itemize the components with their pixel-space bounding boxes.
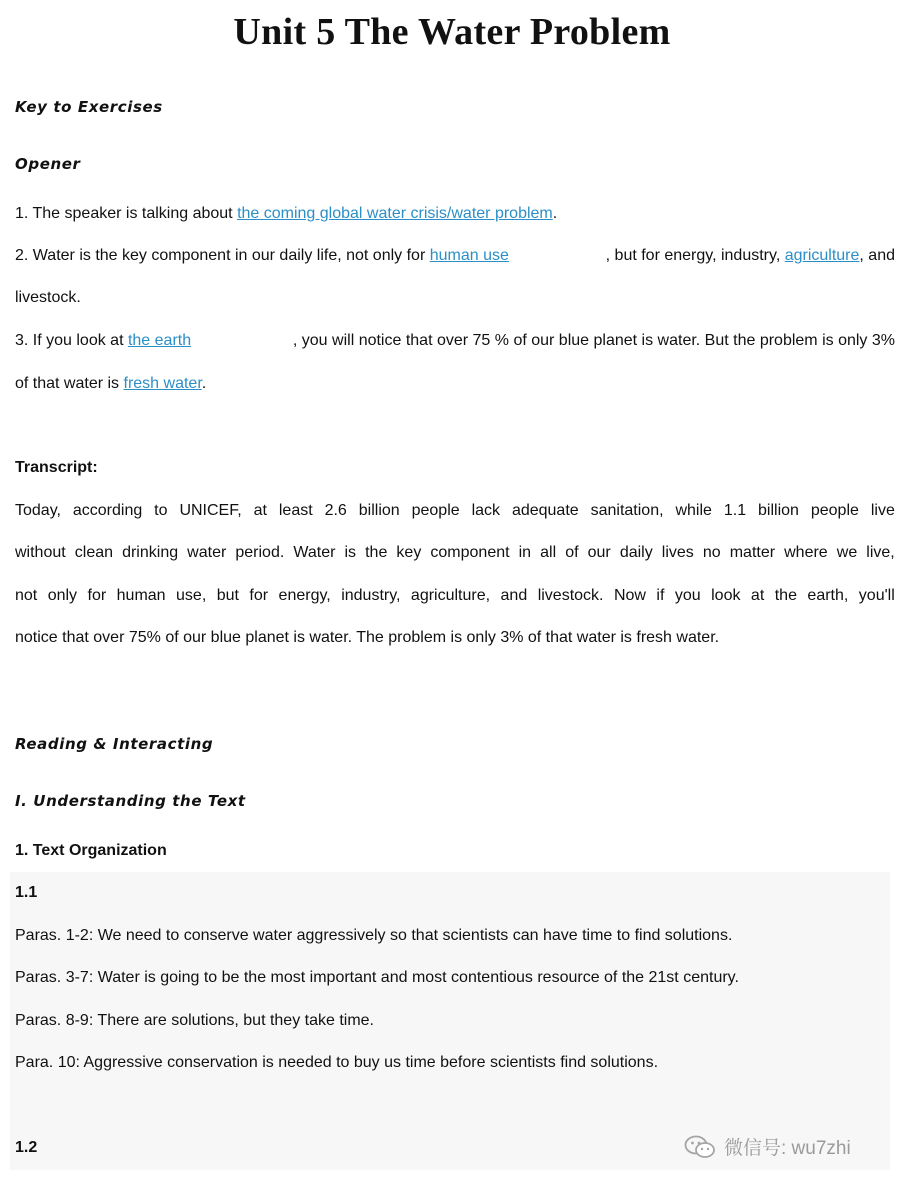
reading-interacting-heading: Reading & Interacting [15, 735, 214, 753]
answer-link-the-earth[interactable]: the earth [127, 332, 192, 349]
answer-link-fresh-water[interactable]: fresh water [123, 375, 202, 392]
opener-answer-1: 1. The speaker is talking about the coming global water crisis/water problem. [15, 205, 558, 222]
section-1-1-label: 1.1 [15, 884, 38, 901]
page-title: Unit 5 The Water Problem [233, 11, 671, 53]
opener-heading: Opener [15, 155, 81, 173]
para-summary-3: Paras. 8-9: There are solutions, but they take time. [15, 1012, 374, 1029]
answer-link-human-use[interactable]: human use [429, 247, 509, 264]
transcript-line-4: notice that over 75% of our blue planet is water. The problem is only 3% of that water is fresh water. [15, 629, 720, 646]
para-summary-1: Paras. 1-2: We need to conserve water aggressively so that scientists can have time to find solutions. [15, 927, 733, 944]
answer-link-water-crisis[interactable]: the coming global water crisis/water problem [237, 205, 553, 222]
transcript-line-3: not only for human use, but for energy, industry, agriculture, and livestock. Now if you look at the earth, you'll [15, 587, 895, 604]
section-1-2-label: 1.2 [15, 1139, 38, 1156]
understanding-text-heading: I. Understanding the Text [15, 792, 246, 810]
opener-answer-3: 3. If you look at the earth , you will notice that over 75 % of our blue planet is water. But the problem is only 3% [15, 332, 895, 349]
answer-link-agriculture[interactable]: agriculture [784, 247, 860, 264]
key-to-exercises-heading: Key to Exercises [15, 98, 163, 116]
opener-answer-3-cont: of that water is fresh water. [15, 375, 207, 392]
transcript-line-1: Today, according to UNICEF, at least 2.6 billion people lack adequate sanitation, while 1.1 billion people live [15, 502, 895, 519]
wechat-watermark [684, 1133, 851, 1160]
text-organization-heading: 1. Text Organization [15, 842, 167, 859]
transcript-line-2: without clean drinking water period. Water is the key component in all of our daily lives no matter where we live, [15, 544, 895, 561]
opener-answer-2-cont: livestock. [15, 289, 81, 306]
wechat-icon [684, 1134, 716, 1160]
watermark-text: 微信号: wu7zhi [724, 1138, 851, 1159]
opener-answer-2: 2. Water is the key component in our daily life, not only for human use , but for energy, industry, agriculture, and [15, 247, 895, 264]
para-summary-4: Para. 10: Aggressive conservation is needed to buy us time before scientists find solutions. [15, 1054, 659, 1071]
transcript-heading: Transcript: [15, 459, 98, 476]
para-summary-2: Paras. 3-7: Water is going to be the most important and most contentious resource of the 21st century. [15, 969, 739, 986]
